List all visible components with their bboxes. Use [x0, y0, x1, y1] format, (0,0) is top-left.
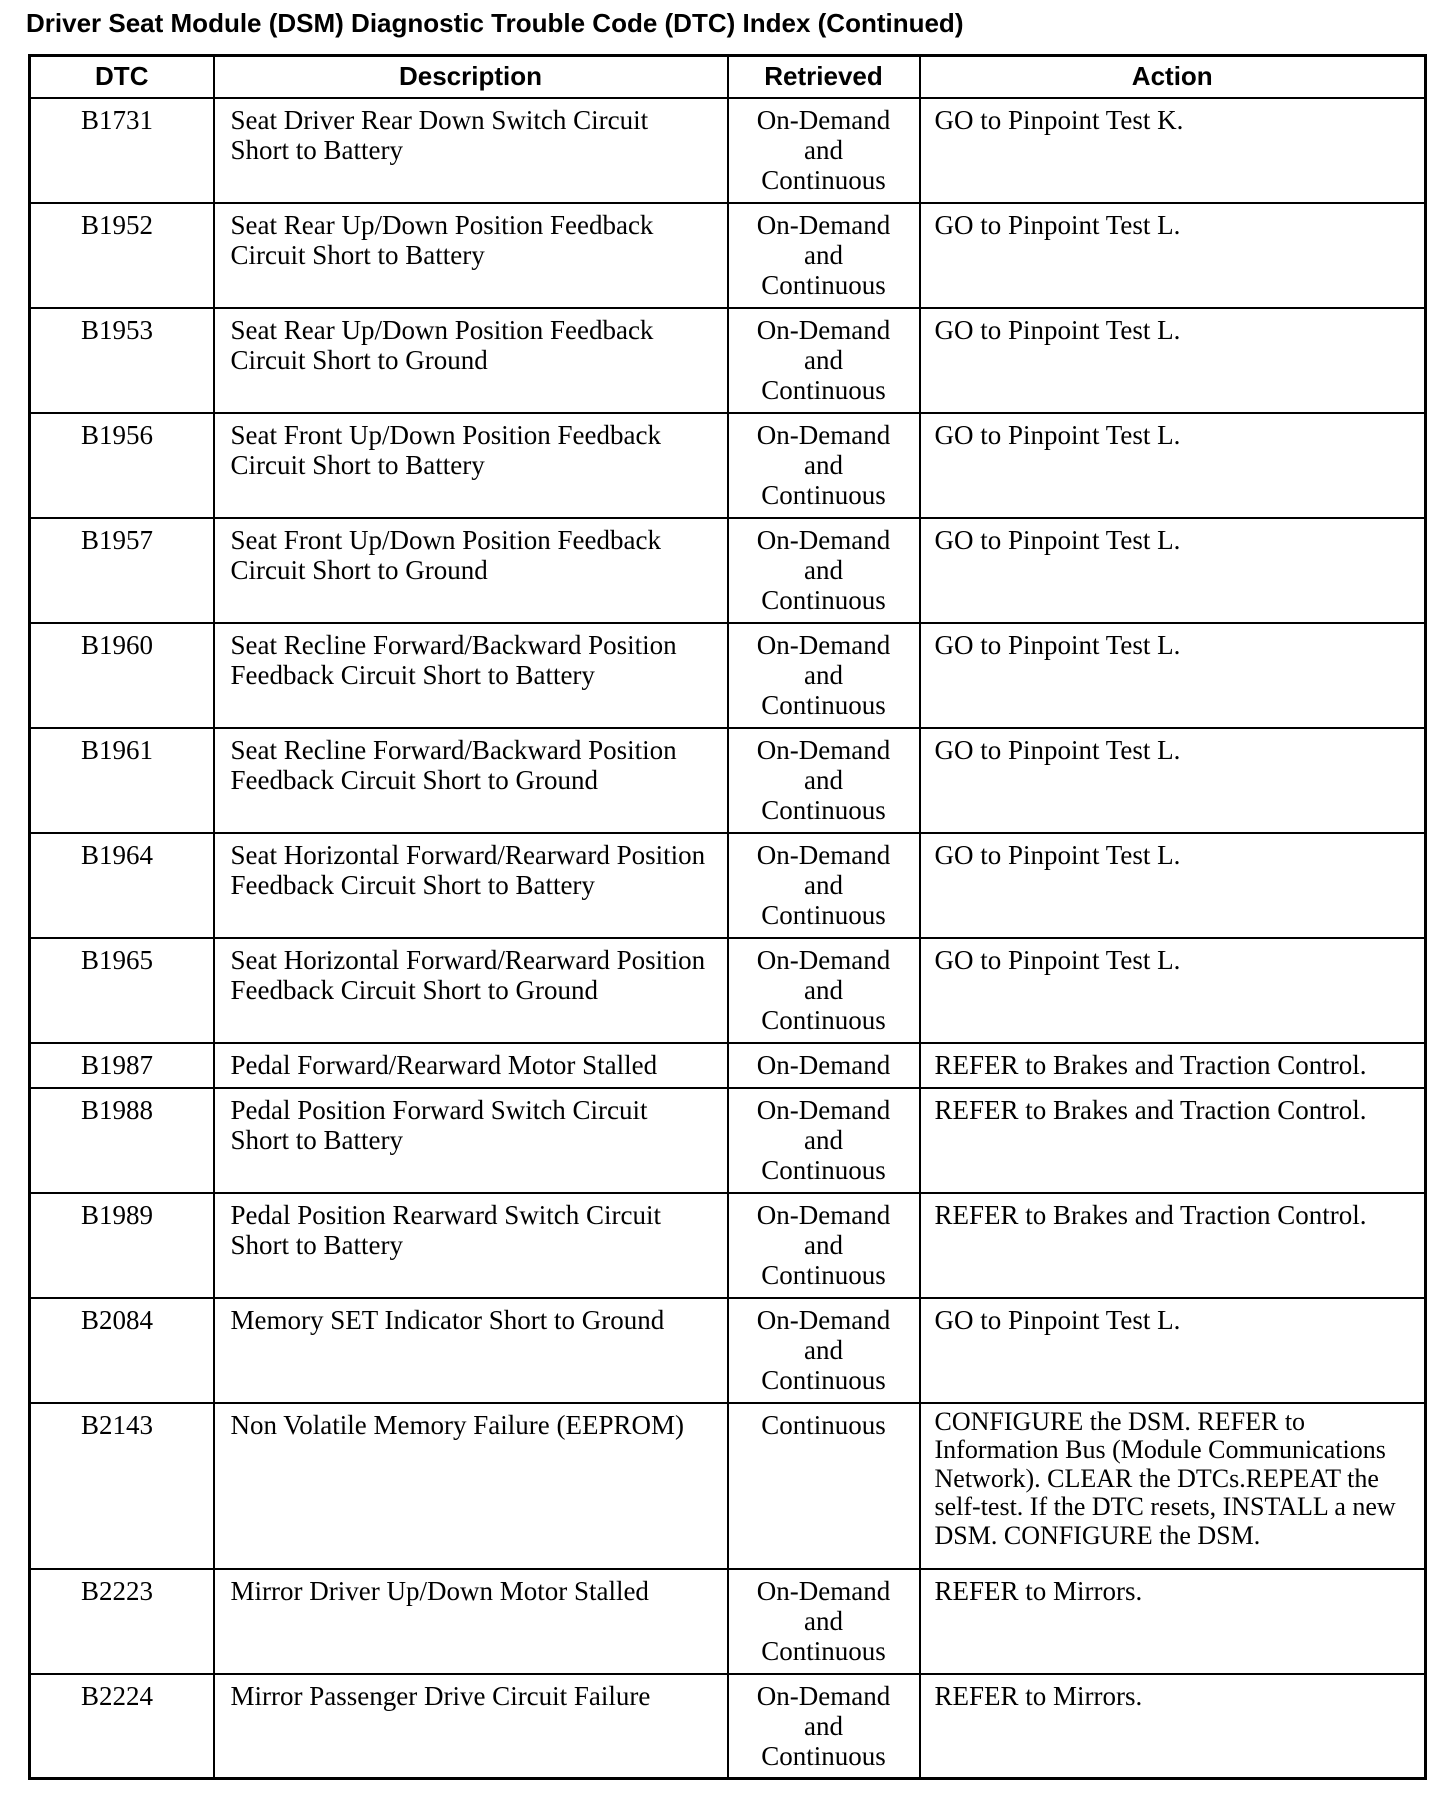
- dtc-action: GO to Pinpoint Test L.: [920, 413, 1426, 518]
- retrieved-line: On-Demand: [756, 104, 891, 135]
- dtc-retrieved: [728, 413, 920, 518]
- dtc-action: REFER to Mirrors.: [920, 1569, 1426, 1674]
- dtc-retrieved: [728, 1569, 920, 1674]
- retrieved-line: On-Demand: [756, 524, 891, 555]
- retrieved-line: and: [804, 134, 843, 165]
- table-row: [30, 728, 1426, 833]
- dtc-description: Seat Front Up/Down Position Feedback Circuit Short to Ground: [214, 518, 728, 623]
- table-row: [30, 1569, 1426, 1674]
- retrieved-line: and: [804, 1334, 843, 1365]
- retrieved-line: and: [804, 1229, 843, 1260]
- retrieved-line: Continuous: [761, 1004, 886, 1035]
- retrieved-line: Continuous: [761, 794, 886, 825]
- retrieved-line: and: [804, 1710, 843, 1741]
- dtc-action: GO to Pinpoint Test L.: [920, 623, 1426, 728]
- dtc-retrieved: [728, 1043, 920, 1088]
- retrieved-line: On-Demand: [756, 734, 891, 765]
- header-action: Action: [920, 56, 1426, 98]
- dtc-description: Memory SET Indicator Short to Ground: [214, 1298, 728, 1403]
- table-row: [30, 833, 1426, 938]
- page-title: Driver Seat Module (DSM) Diagnostic Trouble Code (DTC) Index (Continued): [26, 8, 964, 38]
- table-row: [30, 1674, 1426, 1779]
- dtc-code: B1961: [30, 728, 214, 833]
- dtc-action: GO to Pinpoint Test K.: [920, 98, 1426, 203]
- dtc-description: Pedal Position Forward Switch Circuit Short to Battery: [214, 1088, 728, 1193]
- dtc-code: B1960: [30, 623, 214, 728]
- retrieved-line: On-Demand: [756, 839, 891, 870]
- retrieved-line: and: [804, 449, 843, 480]
- retrieved-line: Continuous: [761, 689, 886, 720]
- dtc-action: GO to Pinpoint Test L.: [920, 1298, 1426, 1403]
- retrieved-line: Continuous: [761, 164, 886, 195]
- table-row: [30, 413, 1426, 518]
- dtc-description: Seat Recline Forward/Backward Position Feedback Circuit Short to Battery: [214, 623, 728, 728]
- dtc-description: Mirror Passenger Drive Circuit Failure: [214, 1674, 728, 1779]
- dtc-index-table: [28, 54, 1427, 1780]
- retrieved-line: Continuous: [761, 269, 886, 300]
- retrieved-line: On-Demand: [756, 1680, 891, 1711]
- dtc-retrieved: [728, 1193, 920, 1298]
- dtc-action: GO to Pinpoint Test L.: [920, 938, 1426, 1043]
- dtc-action: CONFIGURE the DSM. REFER to Information Bus (Module Communications Network). CLEAR the DTCs.REPEAT the self-test. If the DTC resets, INSTALL a new DSM. CONFIGURE the DSM.: [920, 1403, 1426, 1569]
- retrieved-line: and: [804, 974, 843, 1005]
- retrieved-line: Continuous: [761, 1409, 886, 1440]
- dtc-code: B2143: [30, 1403, 214, 1569]
- retrieved-line: Continuous: [761, 1635, 886, 1666]
- dtc-action: REFER to Mirrors.: [920, 1674, 1426, 1779]
- dtc-action: GO to Pinpoint Test L.: [920, 833, 1426, 938]
- dtc-code: B1953: [30, 308, 214, 413]
- table-row: [30, 308, 1426, 413]
- retrieved-line: On-Demand: [756, 1304, 891, 1335]
- dtc-description: Pedal Position Rearward Switch Circuit Short to Battery: [214, 1193, 728, 1298]
- dtc-action: GO to Pinpoint Test L.: [920, 728, 1426, 833]
- dtc-code: B1965: [30, 938, 214, 1043]
- table-row: [30, 518, 1426, 623]
- dtc-description: Seat Horizontal Forward/Rearward Position Feedback Circuit Short to Battery: [214, 833, 728, 938]
- retrieved-line: and: [804, 1124, 843, 1155]
- table-row: [30, 623, 1426, 728]
- retrieved-line: and: [804, 1605, 843, 1636]
- retrieved-line: Continuous: [761, 1740, 886, 1771]
- retrieved-line: Continuous: [761, 899, 886, 930]
- dtc-retrieved: [728, 518, 920, 623]
- table-row: [30, 1088, 1426, 1193]
- dtc-retrieved: [728, 1674, 920, 1779]
- retrieved-line: On-Demand: [756, 419, 891, 450]
- table-row: [30, 1193, 1426, 1298]
- dtc-action: REFER to Brakes and Traction Control.: [920, 1193, 1426, 1298]
- table-body: [30, 98, 1426, 1779]
- dtc-code: B1956: [30, 413, 214, 518]
- retrieved-line: Continuous: [761, 1259, 886, 1290]
- retrieved-line: Continuous: [761, 1364, 886, 1395]
- dtc-action: REFER to Brakes and Traction Control.: [920, 1088, 1426, 1193]
- dtc-code: B1988: [30, 1088, 214, 1193]
- table-row: [30, 1043, 1426, 1088]
- table-header-row: [30, 56, 1426, 98]
- table-row: [30, 98, 1426, 203]
- retrieved-line: Continuous: [761, 584, 886, 615]
- retrieved-line: and: [804, 344, 843, 375]
- retrieved-line: and: [804, 239, 843, 270]
- dtc-description: Seat Driver Rear Down Switch Circuit Short to Battery: [214, 98, 728, 203]
- dtc-description: Seat Recline Forward/Backward Position Feedback Circuit Short to Ground: [214, 728, 728, 833]
- header-description: Description: [214, 56, 728, 98]
- dtc-retrieved: [728, 728, 920, 833]
- dtc-description: Non Volatile Memory Failure (EEPROM): [214, 1403, 728, 1569]
- table-row: [30, 938, 1426, 1043]
- retrieved-line: On-Demand: [756, 314, 891, 345]
- retrieved-line: On-Demand: [756, 1049, 891, 1080]
- dtc-retrieved: [728, 833, 920, 938]
- dtc-code: B1731: [30, 98, 214, 203]
- retrieved-line: On-Demand: [756, 209, 891, 240]
- dtc-retrieved: [728, 623, 920, 728]
- header-dtc: DTC: [30, 56, 214, 98]
- retrieved-line: On-Demand: [756, 1575, 891, 1606]
- dtc-code: B2224: [30, 1674, 214, 1779]
- table-row: [30, 1298, 1426, 1403]
- retrieved-line: Continuous: [761, 374, 886, 405]
- dtc-action: GO to Pinpoint Test L.: [920, 518, 1426, 623]
- retrieved-line: and: [804, 554, 843, 585]
- dtc-retrieved: [728, 1088, 920, 1193]
- retrieved-line: Continuous: [761, 479, 886, 510]
- dtc-code: B1957: [30, 518, 214, 623]
- dtc-retrieved: [728, 938, 920, 1043]
- dtc-action: GO to Pinpoint Test L.: [920, 308, 1426, 413]
- dtc-code: B2084: [30, 1298, 214, 1403]
- dtc-description: Seat Rear Up/Down Position Feedback Circuit Short to Battery: [214, 203, 728, 308]
- retrieved-line: and: [804, 869, 843, 900]
- dtc-retrieved: [728, 1298, 920, 1403]
- dtc-code: B1964: [30, 833, 214, 938]
- dtc-code: B1987: [30, 1043, 214, 1088]
- retrieved-line: On-Demand: [756, 1199, 891, 1230]
- dtc-code: B2223: [30, 1569, 214, 1674]
- retrieved-line: On-Demand: [756, 944, 891, 975]
- retrieved-line: and: [804, 659, 843, 690]
- dtc-retrieved: [728, 203, 920, 308]
- retrieved-line: On-Demand: [756, 1094, 891, 1125]
- table-row: [30, 1403, 1426, 1569]
- retrieved-line: and: [804, 764, 843, 795]
- retrieved-line: Continuous: [761, 1154, 886, 1185]
- dtc-action: GO to Pinpoint Test L.: [920, 203, 1426, 308]
- dtc-code: B1952: [30, 203, 214, 308]
- dtc-retrieved: [728, 308, 920, 413]
- header-retrieved: Retrieved: [728, 56, 920, 98]
- dtc-description: Seat Rear Up/Down Position Feedback Circuit Short to Ground: [214, 308, 728, 413]
- retrieved-line: On-Demand: [756, 629, 891, 660]
- dtc-retrieved: [728, 98, 920, 203]
- dtc-description: Pedal Forward/Rearward Motor Stalled: [214, 1043, 728, 1088]
- dtc-description: Seat Front Up/Down Position Feedback Circuit Short to Battery: [214, 413, 728, 518]
- dtc-code: B1989: [30, 1193, 214, 1298]
- dtc-description: Mirror Driver Up/Down Motor Stalled: [214, 1569, 728, 1674]
- dtc-retrieved: [728, 1403, 920, 1569]
- dtc-action: REFER to Brakes and Traction Control.: [920, 1043, 1426, 1088]
- table-row: [30, 203, 1426, 308]
- dtc-description: Seat Horizontal Forward/Rearward Position Feedback Circuit Short to Ground: [214, 938, 728, 1043]
